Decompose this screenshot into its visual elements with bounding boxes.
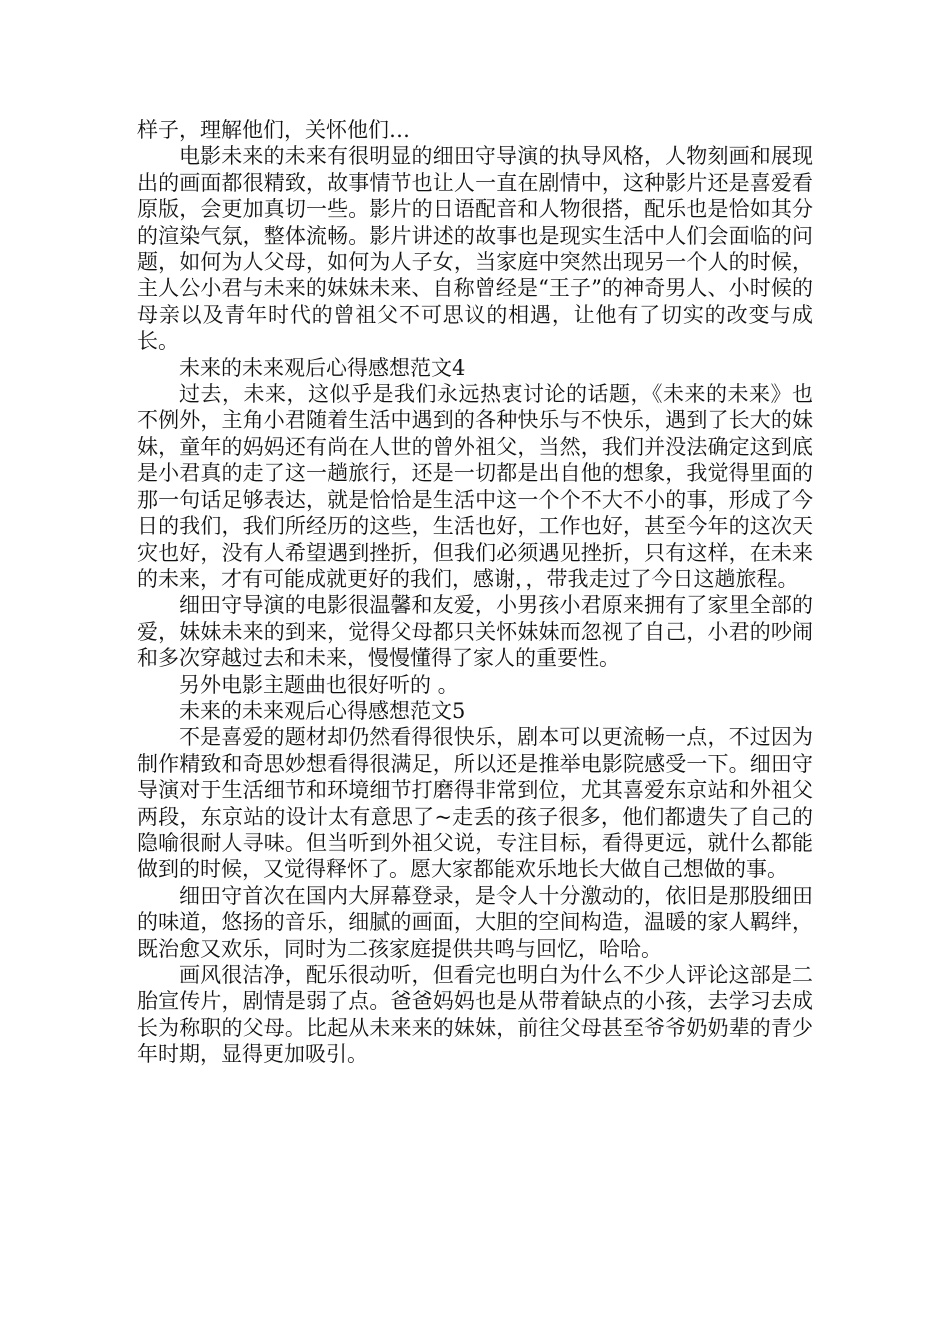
section-heading-5: 未来的未来观后心得感想范文5 <box>179 698 466 723</box>
paragraph: 不是喜爱的题材却仍然看得很快乐，剧本可以更流畅一点，不过因为制作精致和奇思妙想看得很满足，所以还是推举电影院感受一下。细田守导演对于生活细节和环境细节打磨得非常到位，尤其喜爱东京站和外祖父两段，东京站的设计太有意思了~走丢的孩子很多，他们都遗失了自己的隐喻很耐人寻味。但当听到外祖父说，专注目标，看得更远，就什么都能做到的时候，又觉得释怀了。愿大家都能欢乐地长大做自己想做的事。 <box>137 725 813 882</box>
paragraph: 细田守导演的电影很温馨和友爱，小男孩小君原来拥有了家里全部的爱，妹妹未来的到来，觉得父母都只关怀妹妹而忽视了自己，小君的吵闹和多次穿越过去和未来，慢慢懂得了家人的重要性。 <box>137 593 813 671</box>
paragraph: 细田守首次在国内大屏幕登录，是令人十分激动的，依旧是那股细田的味道，悠扬的音乐，细腻的画面，大胆的空间构造，温暖的家人羁绊，既治愈又欢乐，同时为二孩家庭提供共鸣与回忆，哈哈。 <box>137 883 813 961</box>
paragraph: 过去，未来，这似乎是我们永远热衷讨论的话题，《未来的未来》也不例外，主角小君随着生活中遇到的各种快乐与不快乐，遇到了长大的妹妹，童年的妈妈还有尚在人世的曾外祖父，当然，我们并没法确定这到底是小君真的走了这一趟旅行，还是一切都是出自他的想象，我觉得里面的那一句话足够表达，就是恰恰是生活中这一个个不大不小的事，形成了今日的我们，我们所经历的这些，生活也好，工作也好，甚至今年的这次天灾也好，没有人希望遇到挫折，但我们必须遇见挫折，只有这样，在未来的未来，才有可能成就更好的我们，感谢，，带我走过了今日这趟旅程。 <box>137 382 813 591</box>
paragraph: 另外电影主题曲也很好听的 。 <box>179 672 459 697</box>
paragraph-continuation: 样子，理解他们，关怀他们… <box>137 118 410 142</box>
paragraph: 电影未来的未来有很明显的细田守导演的执导风格，人物刻画和展现出的画面都很精致，故事情节也让人一直在剧情中，这种影片还是喜爱看原版，会更加真切一些。影片的日语配音和人物很搭，配乐也是恰如其分的渲染气氛，整体流畅。影片讲述的故事也是现实生活中人们会面临的问题，如何为人父母，如何为人子女，当家庭中突然出现另一个人的时候，主人公小君与未来的妹妹未来、自称曾经是“王子”的神奇男人、小时候的母亲以及青年时代的曾祖父不可思议的相遇，让他有了切实的改变与成长。 <box>137 144 813 354</box>
document-body <box>137 117 813 1068</box>
section-heading-4: 未来的未来观后心得感想范文4 <box>179 355 466 380</box>
paragraph: 画风很洁净，配乐很动听，但看完也明白为什么不少人评论这部是二胎宣传片，剧情是弱了点。爸爸妈妈也是从带着缺点的小孩，去学习去成长为称职的父母。比起从未来来的妹妹，前往父母甚至爷爷奶奶辈的青少年时期，显得更加吸引。 <box>137 963 813 1067</box>
